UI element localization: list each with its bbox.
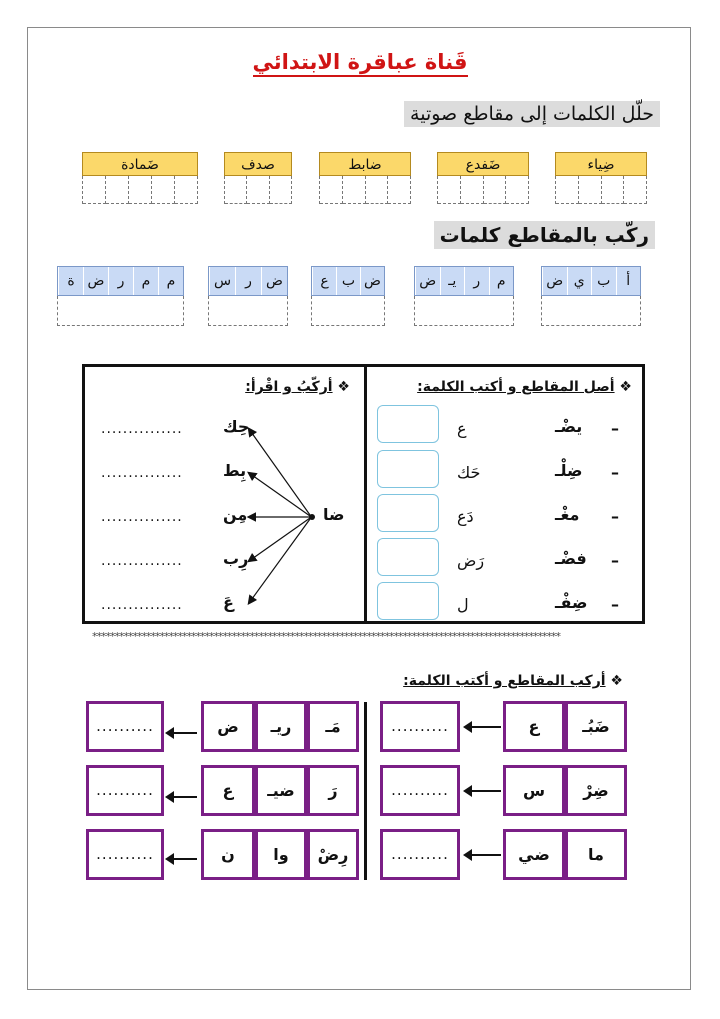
- answer-slot[interactable]: [57, 296, 184, 326]
- syllable-cell: م: [489, 267, 514, 295]
- answer-blank[interactable]: ...............: [101, 465, 183, 481]
- answer-box[interactable]: ..........: [86, 765, 164, 816]
- answer-blank[interactable]: ...............: [101, 597, 183, 613]
- syllable-group: [311, 266, 385, 326]
- bottom-title: ❖ أركب المقاطع و أكتب الكلمة:: [403, 673, 623, 689]
- syllable-cell: ضَبُـ: [565, 701, 627, 752]
- panel-divider: [364, 367, 367, 621]
- target-syllable: مِن: [223, 505, 248, 524]
- answer-blank[interactable]: ...............: [101, 421, 183, 437]
- word-label: ضَفدع: [437, 152, 529, 176]
- syllable-slots[interactable]: [224, 176, 292, 204]
- left-syllable[interactable]: فضْـ: [555, 549, 587, 568]
- arrow-left-icon: [167, 796, 197, 798]
- word-answer-box[interactable]: [377, 582, 439, 620]
- word-answer-box[interactable]: [377, 405, 439, 443]
- syllable-cell: ض: [83, 267, 108, 295]
- word-answer-box[interactable]: [377, 494, 439, 532]
- left-syllable[interactable]: يضْـ: [555, 417, 583, 436]
- right-syllable[interactable]: حَك: [457, 463, 481, 482]
- syllable-slots[interactable]: [319, 176, 411, 204]
- syllable-cell: ضي: [503, 829, 565, 880]
- answer-box[interactable]: ..........: [86, 701, 164, 752]
- word-label: ضَمادة: [82, 152, 198, 176]
- word-label: ضِياء: [555, 152, 647, 176]
- syllable-cell: ضيـ: [255, 765, 307, 816]
- left-syllable[interactable]: ضِلْـ: [555, 461, 583, 480]
- syllable-slots[interactable]: [555, 176, 647, 204]
- star-separator: ********************************************************************************************************: [92, 630, 560, 642]
- syllable-cell: ض: [542, 267, 567, 295]
- answer-blank[interactable]: ...............: [101, 553, 183, 569]
- syllable-cell: ض: [415, 267, 440, 295]
- target-syllable: عَ: [223, 593, 234, 612]
- syllable-group: [414, 266, 514, 326]
- arrow-left-icon: [465, 854, 501, 856]
- syllable-cell: ب: [336, 267, 360, 295]
- syllable-cell: أ: [616, 267, 641, 295]
- syllable-slots[interactable]: [437, 176, 529, 204]
- right-syllable[interactable]: دَع: [457, 507, 474, 526]
- answer-box[interactable]: ..........: [86, 829, 164, 880]
- answer-box[interactable]: ..........: [380, 829, 460, 880]
- syllable-cell: س: [503, 765, 565, 816]
- word-answer-box[interactable]: [377, 450, 439, 488]
- word-box: [437, 152, 529, 204]
- word-label: صدف: [224, 152, 292, 176]
- arrow-left-icon: [167, 732, 197, 734]
- word-box: [82, 152, 198, 204]
- answer-box[interactable]: ..........: [380, 701, 460, 752]
- syllable-cell: ع: [312, 267, 336, 295]
- syllable-cell: رِضْ: [307, 829, 359, 880]
- syllable-cell: مَـ: [307, 701, 359, 752]
- syllable-cell: ر: [108, 267, 133, 295]
- target-syllable: حِك: [223, 417, 250, 436]
- page-title: قَناة عباقرة الابتدائي: [0, 50, 720, 74]
- compose-title: ❖ أركّبُ و اقْرأ:: [245, 379, 350, 395]
- answer-slot[interactable]: [414, 296, 514, 326]
- syllable-cell: ة: [58, 267, 83, 295]
- syllable-cell: يـ: [440, 267, 465, 295]
- syllable-cell: رَ: [307, 765, 359, 816]
- syllable-cell: م: [158, 267, 183, 295]
- target-syllable: بِط: [223, 461, 247, 480]
- word-label: ضابط: [319, 152, 411, 176]
- syllable-cell: ض: [261, 267, 287, 295]
- word-box: [319, 152, 411, 204]
- exercise-panel: ❖ أصل المقاطع و أكتب الكلمة: ❖ أركّبُ و اقْرأ: – – – – – يضْـ ضِلْـ مغْـ فضْـ ضِفْـ ع حَك دَع رَض ل ضا حِك بِط مِن رِب عَ ............... ............... ............... ............... ...............: [82, 364, 645, 624]
- syllable-cell: ض: [360, 267, 384, 295]
- syllable-group: [57, 266, 184, 326]
- syllable-slots[interactable]: [82, 176, 198, 204]
- section2-heading: ركّب بالمقاطع كلمات: [434, 221, 655, 249]
- syllable-cell: ضِرْ: [565, 765, 627, 816]
- syllable-cell: ن: [201, 829, 255, 880]
- answer-slot[interactable]: [541, 296, 641, 326]
- syllable-cell: ريـ: [255, 701, 307, 752]
- left-syllable[interactable]: ضِفْـ: [555, 593, 588, 612]
- syllable-group: [541, 266, 641, 326]
- center-syllable: ضا: [323, 505, 345, 524]
- right-syllable[interactable]: رَض: [457, 551, 485, 570]
- answer-slot[interactable]: [311, 296, 385, 326]
- syllable-cell: ي: [567, 267, 592, 295]
- word-box: [224, 152, 292, 204]
- target-syllable: رِب: [223, 549, 249, 568]
- right-syllable[interactable]: ل: [457, 595, 469, 614]
- syllable-cell: ض: [201, 701, 255, 752]
- answer-blank[interactable]: ...............: [101, 509, 183, 525]
- syllable-cell: ما: [565, 829, 627, 880]
- syllable-cell: ر: [235, 267, 261, 295]
- arrow-left-icon: [167, 858, 197, 860]
- syllable-cell: ر: [464, 267, 489, 295]
- syllable-cell: ب: [591, 267, 616, 295]
- word-answer-box[interactable]: [377, 538, 439, 576]
- arrow-left-icon: [465, 790, 501, 792]
- compose-arrows: [235, 407, 325, 617]
- answer-slot[interactable]: [208, 296, 288, 326]
- syllable-cell: ع: [503, 701, 565, 752]
- word-box: [555, 152, 647, 204]
- right-syllable[interactable]: ع: [457, 419, 467, 438]
- syllable-cell: وا: [255, 829, 307, 880]
- syllable-cell: م: [133, 267, 158, 295]
- connect-title: ❖ أصل المقاطع و أكتب الكلمة:: [417, 379, 632, 395]
- syllable-cell: س: [209, 267, 235, 295]
- syllable-cell: ع: [201, 765, 255, 816]
- bottom-divider: [364, 702, 367, 880]
- syllable-group: [208, 266, 288, 326]
- answer-box[interactable]: ..........: [380, 765, 460, 816]
- left-syllable[interactable]: مغْـ: [555, 505, 580, 524]
- arrow-left-icon: [465, 726, 501, 728]
- section1-heading: حلّل الكلمات إلى مقاطع صوتية: [404, 101, 660, 127]
